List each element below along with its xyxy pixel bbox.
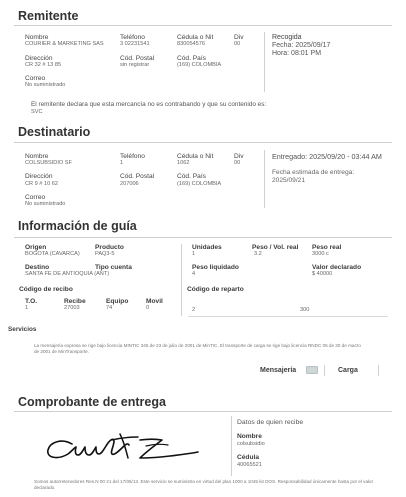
destinatario-div-label: Div (234, 153, 244, 160)
guia-pesovol-label: Peso / Vol. real (252, 244, 299, 251)
remitente-divider (14, 25, 392, 26)
guia-producto-label: Producto (95, 244, 124, 251)
servicios-label: Servicios (8, 326, 37, 333)
remitente-vertical-divider (264, 32, 265, 92)
remitente-contenido: SVC (31, 109, 43, 115)
guia-vertical-divider (181, 244, 182, 316)
guia-origen-label: Origen (25, 244, 47, 251)
guia-codreparto-value-1: 2 (192, 307, 196, 313)
comprobante-nombre-value: colsubsidio (237, 441, 265, 447)
guia-unidades-label: Unidades (192, 244, 222, 251)
destinatario-codpais-value: (169) COLOMBIA (177, 181, 222, 187)
guia-pesoliq-label: Peso liquidado (192, 264, 239, 271)
remitente-nombre-value: COURIER & MARKETING SAS (25, 41, 104, 47)
destinatario-nombre-label: Nombre (25, 153, 49, 160)
carga-label: Carga (338, 367, 358, 374)
guia-pesoreal-label: Peso real (312, 244, 342, 251)
guia-title: Información de guía (18, 219, 137, 233)
guia-movil-value: 0 (146, 305, 150, 311)
mensajeria-label: Mensajería (260, 367, 297, 374)
guia-equipo-value: 74 (106, 305, 113, 311)
guia-destino-value: SANTA FE DE ANTIOQUIA (ANT) (25, 271, 110, 277)
remitente-title: Remitente (18, 9, 79, 23)
guia-valordecl-value: $ 40000 (312, 271, 333, 277)
signature-image (28, 420, 228, 468)
comprobante-footer-text: Somos autorretenedores Res.N 00 21 del 17/06/13. Este servicio se suministra en virtud del plan 1000 a 1045 kit DOS. Responsabilidad únicamente hasta por el valor declarado. (34, 479, 374, 490)
destinatario-cedula-value: 1062 (177, 160, 190, 166)
destinatario-telefono-label: Teléfono (120, 153, 145, 160)
destinatario-telefono-value: 1 (120, 160, 124, 166)
remitente-div-value: 00 (234, 41, 241, 47)
guia-valordecl-label: Valor declarado (312, 264, 362, 271)
destinatario-div-value: 00 (234, 160, 241, 166)
remitente-direccion-label: Dirección (25, 55, 53, 62)
remitente-codpostal-value: sin registrar (120, 62, 150, 68)
guia-tipocuenta-label: Tipo cuenta (95, 264, 132, 271)
destinatario-correo-value: No suministrado (25, 201, 66, 207)
servicios-legal-text: La mensajería expresa se rige bajo licencia MINTIC 345 de 23 de julio de 2001 de MinTIC. El transporte de carga se rige bajo licencia RNDC 05 de 30 de marzo de 2001 de MinTransporte. (34, 343, 361, 354)
destinatario-direccion-label: Dirección (25, 173, 53, 180)
guia-pesoliq-value: 4 (192, 271, 196, 277)
servicios-separator-1 (324, 365, 325, 376)
remitente-codpostal-label: Cód. Postal (120, 55, 155, 62)
comprobante-title: Comprobante de entrega (18, 395, 166, 409)
remitente-telefono-label: Teléfono (120, 34, 145, 41)
remitente-nombre-label: Nombre (25, 34, 49, 41)
guia-destino-label: Destino (25, 264, 50, 271)
comprobante-cedula-value: 40065521 (237, 462, 262, 468)
remitente-codpais-label: Cód. País (177, 55, 206, 62)
guia-producto-value: PAQ3-5 (95, 251, 115, 257)
remitente-direccion-value: CR 32 # 13 85 (25, 62, 62, 68)
guia-movil-label: Movil (146, 298, 163, 305)
guia-origen-value: BOGOTA (CAVARCA) (25, 251, 80, 257)
remitente-cedula-value: 830054576 (177, 41, 205, 47)
destinatario-codpais-label: Cód. País (177, 173, 206, 180)
destinatario-correo-label: Correo (25, 194, 46, 201)
guia-equipo-label: Equipo (106, 298, 129, 305)
guia-recibe-value: 27003 (64, 305, 80, 311)
remitente-correo-label: Correo (25, 75, 46, 82)
guia-codreparto-label: Código de reparto (187, 286, 244, 293)
guia-divider (14, 237, 392, 238)
destinatario-title: Destinatario (18, 125, 91, 139)
comprobante-divider (14, 411, 392, 412)
guia-pesoreal-value: 3000 c (312, 251, 329, 257)
destinatario-cedula-label: Cédula o Nit (177, 153, 214, 160)
guia-codreparto-value-2: 300 (300, 307, 310, 313)
remitente-codpais-value: (169) COLOMBIA (177, 62, 222, 68)
destinatario-vertical-divider (264, 150, 265, 208)
estimada-value: 2025/09/21 (272, 177, 306, 184)
comprobante-vertical-divider (231, 416, 232, 476)
guia-recibe-label: Recibe (64, 298, 86, 305)
destinatario-codpostal-label: Cód. Postal (120, 173, 155, 180)
servicios-separator-2 (378, 365, 379, 376)
remitente-div-label: Div (234, 34, 244, 41)
remitente-declaration: El remitente declara que esta mercancía no es contrabando y que su contenido es: (31, 101, 267, 108)
recogida-label: Recogida (272, 34, 302, 41)
remitente-correo-value: No suministrado (25, 82, 66, 88)
guia-to-label: T.O. (25, 298, 38, 305)
guia-unidades-value: 1 (192, 251, 196, 257)
guia-codrecibo-label: Código de recibo (19, 286, 73, 293)
destinatario-divider (14, 142, 392, 143)
guia-pesovol-value: 3.2 (254, 251, 262, 257)
recogida-hora: Hora: 08:01 PM (272, 50, 322, 57)
mensajeria-checkbox[interactable] (306, 366, 318, 374)
recogida-fecha: Fecha: 2025/09/17 (272, 42, 331, 49)
codreparto-underline (188, 316, 388, 317)
remitente-telefono-value: 3 02231541 (120, 41, 150, 47)
guia-to-value: 1 (25, 305, 29, 311)
destinatario-direccion-value: CR 9 # 10 62 (25, 181, 58, 187)
comprobante-cedula-label: Cédula (237, 454, 259, 461)
destinatario-codpostal-value: 207006 (120, 181, 139, 187)
destinatario-nombre-value: COLSUBSIDIO SF (25, 160, 72, 166)
entregado-status: Entregado: 2025/09/20 - 03:44 AM (272, 152, 382, 161)
remitente-cedula-label: Cédula o Nit (177, 34, 214, 41)
estimada-label: Fecha estimada de entrega: (272, 169, 355, 176)
comprobante-nombre-label: Nombre (237, 433, 262, 440)
datos-recibe-label: Datos de quien recibe (237, 419, 304, 426)
